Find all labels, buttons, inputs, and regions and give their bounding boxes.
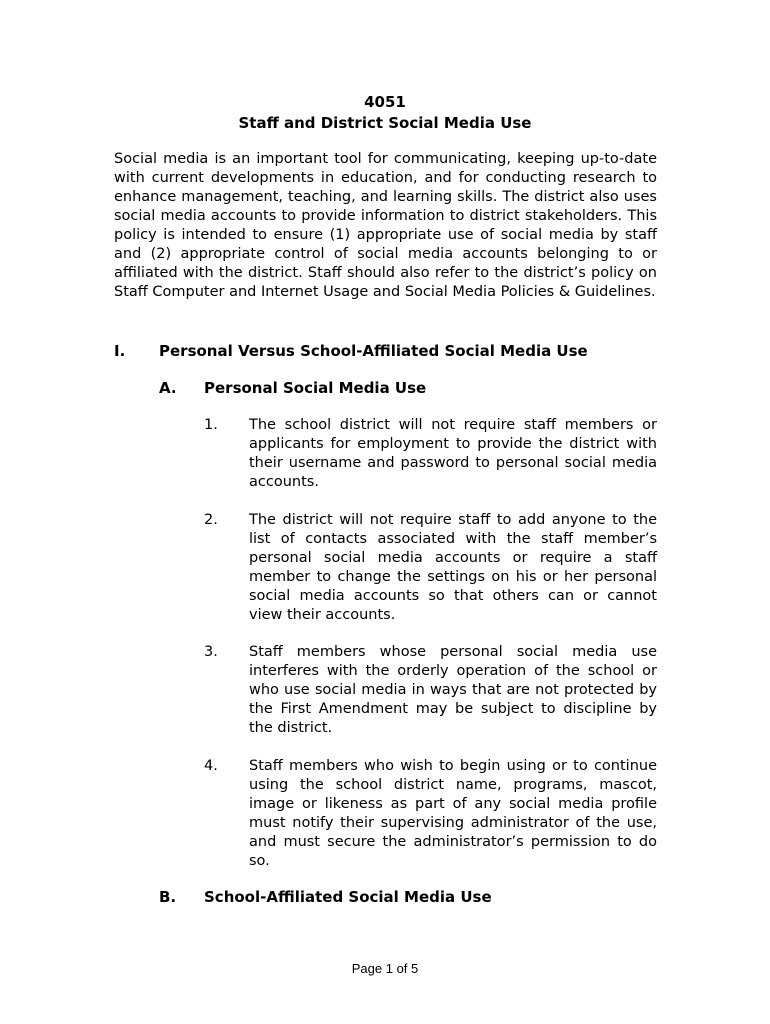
policy-title: Staff and District Social Media Use xyxy=(238,114,532,132)
list-item-text: Staff members who wish to begin using or to continue using the school district name, programs, mascot, image or likeness as part of any social media profile must notify their supervising administrator of the use, and must secure the administrator’s permission to do so. xyxy=(249,758,657,869)
intro-paragraph: Social media is an important tool for communicating, keeping up-to-date with current developments in education, and for conducting research to enhance management, teaching, and learning skills. The district also uses social media accounts to provide information to district stakeholders. This policy is intended to ensure (1) appropriate use of social media by staff and (2) appropriate control of social media accounts belonging to or affiliated with the district. Staff should also refer to the district’s policy on Staff Computer and Internet Usage and Social Media Policies & Guidelines. xyxy=(114,151,657,300)
page-footer: Page 1 of 5 xyxy=(351,961,419,976)
list-item-number: 3. xyxy=(204,644,218,660)
list-item-number: 2. xyxy=(204,512,218,528)
section-i-numeral: I. xyxy=(114,342,126,360)
subsection-b-letter: B. xyxy=(159,888,177,906)
subsection-b-heading: School-Affiliated Social Media Use xyxy=(204,888,492,906)
list-item-text: The school district will not require staff members or applicants for employment to provide the district with their username and password to personal social media accounts. xyxy=(249,417,657,490)
list-item-text: The district will not require staff to add anyone to the list of contacts associated with the staff member’s personal social media accounts or require a staff member to change the settings on his or her personal social media accounts so that others can or cannot view their accounts. xyxy=(249,512,657,623)
list-item-text: Staff members whose personal social media use interferes with the orderly operation of the school or who use social media in ways that are not protected by the First Amendment may be subject to discipline by the district. xyxy=(249,644,657,736)
policy-number: 4051 xyxy=(364,93,406,111)
list-item-number: 4. xyxy=(204,758,218,774)
subsection-a-heading: Personal Social Media Use xyxy=(204,379,427,397)
list-item-number: 1. xyxy=(204,417,218,433)
subsection-a-letter: A. xyxy=(159,379,177,397)
section-i-heading: Personal Versus School-Affiliated Social Media Use xyxy=(159,342,588,360)
